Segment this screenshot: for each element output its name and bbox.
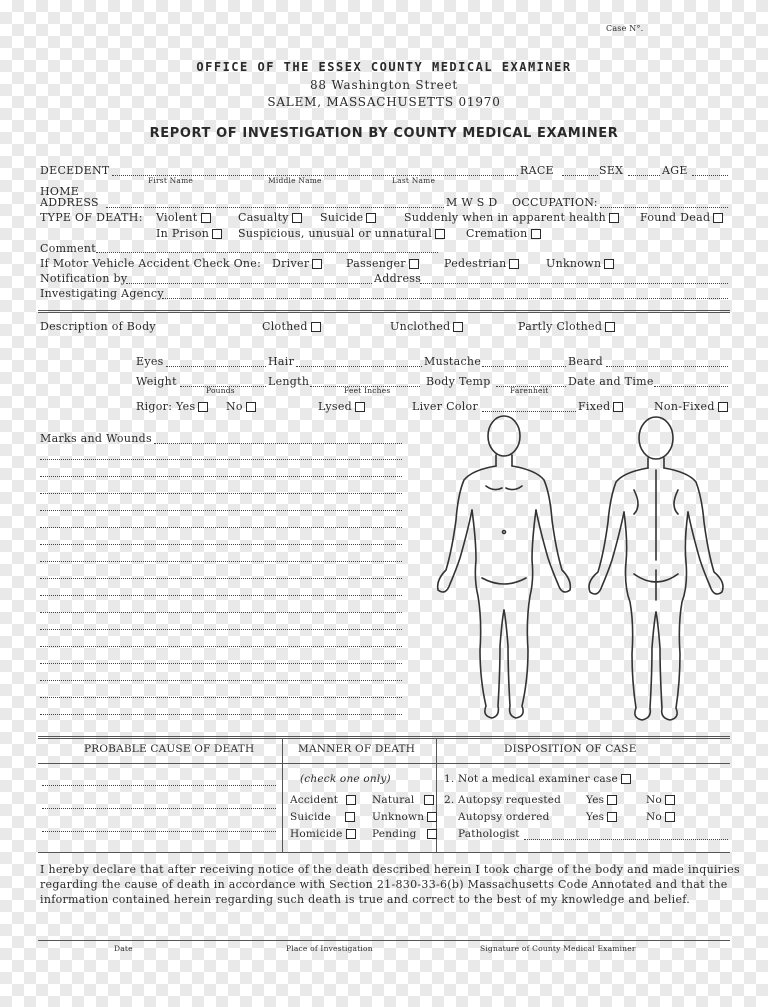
marks-wounds-line[interactable]: [40, 680, 402, 681]
suddenly-checkbox[interactable]: [609, 213, 619, 223]
front-body-figure: [438, 416, 571, 718]
eyes-label: Eyes: [136, 355, 164, 368]
declaration-line-2: regarding the cause of death in accordance with Section 21-830-33-6(b) Massachusetts Code Annotated and that the: [40, 878, 728, 891]
signature-caption: Signature of County Medical Examiner: [480, 944, 636, 953]
marks-wounds-line[interactable]: [40, 714, 402, 715]
declaration-line-1: I hereby declare that after receiving notice of the death described herein I took charge of the body and made inquiries: [40, 863, 740, 876]
pedestrian-checkbox[interactable]: [509, 259, 519, 269]
cremation-label: Cremation: [466, 227, 528, 240]
cause-of-death-field-2[interactable]: [42, 808, 276, 809]
agency-field[interactable]: [162, 298, 728, 299]
hair-label: Hair: [268, 355, 295, 368]
farenheit-caption: Farenheit: [510, 386, 549, 395]
race-label: RACE: [520, 164, 554, 177]
check-one-note: (check one only): [300, 773, 391, 785]
hair-field[interactable]: [296, 366, 422, 367]
rigor-no-checkbox[interactable]: [246, 402, 256, 412]
marks-wounds-line[interactable]: [40, 527, 402, 528]
body-diagram: [420, 410, 730, 730]
rigor-yes-label: Rigor: Yes: [136, 400, 196, 413]
autopsy-ordered-yes-label: Yes: [586, 811, 605, 823]
age-field[interactable]: [692, 175, 728, 176]
cremation-checkbox[interactable]: [531, 229, 541, 239]
homicide-checkbox[interactable]: [346, 829, 356, 839]
natural-checkbox[interactable]: [424, 795, 434, 805]
marks-wounds-line[interactable]: [40, 578, 402, 579]
autopsy-ordered-yes-checkbox[interactable]: [607, 812, 617, 822]
middle-name-caption: Middle Name: [268, 176, 322, 185]
autopsy-requested-label: 2. Autopsy requested: [444, 794, 562, 806]
autopsy-ordered-label: Autopsy ordered: [458, 811, 550, 823]
decedent-label: DECEDENT: [40, 164, 110, 177]
suicide-label: Suicide: [320, 211, 364, 224]
disposition-header: DISPOSITION OF CASE: [504, 743, 637, 755]
suddenly-label: Suddenly when in apparent health: [404, 211, 606, 224]
violent-checkbox[interactable]: [201, 213, 211, 223]
length-label: Length: [268, 375, 310, 388]
homicide-label: Homicide: [290, 828, 343, 840]
marks-wounds-label: Marks and Wounds: [40, 432, 152, 445]
notification-field[interactable]: [126, 283, 372, 284]
office-city: SALEM, MASSACHUSETTS 01970: [267, 95, 501, 109]
manner-unknown-label: Unknown: [372, 811, 425, 823]
manner-of-death-header: MANNER OF DEATH: [298, 743, 416, 755]
non-fixed-label: Non-Fixed: [654, 400, 715, 413]
autopsy-requested-yes-label: Yes: [586, 794, 605, 806]
in-prison-checkbox[interactable]: [212, 229, 222, 239]
agency-label: Investigating Agency: [40, 287, 164, 300]
notification-address-field[interactable]: [420, 283, 728, 284]
occupation-label: OCCUPATION:: [512, 196, 598, 209]
feet-inches-caption: Feet Inches: [344, 386, 391, 395]
home-address-field[interactable]: [106, 207, 444, 208]
unclothed-checkbox[interactable]: [453, 322, 463, 332]
rigor-yes-checkbox[interactable]: [198, 402, 208, 412]
body-temp-label: Body Temp: [426, 375, 491, 388]
marks-wounds-line[interactable]: [40, 561, 402, 562]
passenger-label: Passenger: [346, 257, 406, 270]
violent-label: Violent: [156, 211, 198, 224]
unclothed-label: Unclothed: [390, 320, 451, 333]
address-label: ADDRESS: [40, 196, 99, 209]
bottom-table-header-line: [38, 763, 730, 764]
last-name-caption: Last Name: [392, 176, 436, 185]
marks-wounds-line[interactable]: [40, 612, 402, 613]
marks-wounds-field[interactable]: [154, 443, 402, 444]
not-me-case-checkbox[interactable]: [621, 774, 631, 784]
lysed-label: Lysed: [318, 400, 353, 413]
driver-label: Driver: [272, 257, 310, 270]
cause-of-death-header: PROBABLE CAUSE OF DEATH: [84, 743, 255, 755]
mwsd-label: M W S D: [446, 196, 498, 209]
date-caption: Date: [114, 944, 133, 953]
marks-wounds-line[interactable]: [40, 697, 402, 698]
autopsy-ordered-no-label: No: [646, 811, 662, 823]
bottom-table-divider-left: [282, 738, 283, 852]
motor-vehicle-label: If Motor Vehicle Accident Check One:: [40, 257, 262, 270]
sex-label: SEX: [599, 164, 624, 177]
home-label: HOME: [40, 185, 80, 198]
suicide-checkbox[interactable]: [366, 213, 376, 223]
passenger-checkbox[interactable]: [409, 259, 419, 269]
pounds-caption: Pounds: [206, 386, 235, 395]
marks-wounds-line[interactable]: [40, 595, 402, 596]
place-caption: Place of Investigation: [286, 944, 373, 953]
autopsy-requested-yes-checkbox[interactable]: [607, 795, 617, 805]
autopsy-requested-no-checkbox[interactable]: [665, 795, 675, 805]
clothed-checkbox[interactable]: [311, 322, 321, 332]
comment-label: Comment: [40, 242, 97, 255]
accident-label: Accident: [290, 794, 339, 806]
found-dead-label: Found Dead: [640, 211, 711, 224]
back-body-figure: [589, 417, 723, 720]
age-label: AGE: [662, 164, 688, 177]
date-time-label: Date and Time: [568, 375, 654, 388]
unknown-label: Unknown: [546, 257, 602, 270]
signature-line[interactable]: [38, 940, 730, 941]
mustache-field[interactable]: [482, 366, 566, 367]
pathologist-field[interactable]: [524, 839, 728, 840]
casualty-label: Casualty: [238, 211, 289, 224]
marks-wounds-line[interactable]: [40, 629, 402, 630]
race-field[interactable]: [562, 175, 598, 176]
beard-label: Beard: [568, 355, 603, 368]
comment-field[interactable]: [96, 252, 438, 253]
bottom-section-divider: [38, 736, 730, 739]
found-dead-checkbox[interactable]: [713, 213, 723, 223]
suspicious-label: Suspicious, unusual or unnatural: [238, 227, 433, 240]
type-of-death-label: TYPE OF DEATH:: [40, 211, 143, 224]
driver-checkbox[interactable]: [312, 259, 322, 269]
not-me-case-label: 1. Not a medical examiner case: [444, 773, 618, 785]
lysed-checkbox[interactable]: [355, 402, 365, 412]
notification-label: Notification by: [40, 272, 128, 285]
report-title: REPORT OF INVESTIGATION BY COUNTY MEDICAL EXAMINER: [149, 126, 619, 141]
unknown-checkbox[interactable]: [604, 259, 614, 269]
manner-unknown-checkbox[interactable]: [427, 812, 437, 822]
case-number-label: Case N°.: [606, 24, 644, 33]
accident-checkbox[interactable]: [346, 795, 356, 805]
pending-checkbox[interactable]: [427, 829, 437, 839]
marks-wounds-line[interactable]: [40, 663, 402, 664]
partly-clothed-label: Partly Clothed: [518, 320, 603, 333]
in-prison-label: In Prison: [156, 227, 210, 240]
marks-wounds-line[interactable]: [40, 493, 402, 494]
notification-address-label: Address: [374, 272, 422, 285]
declaration-line-3: information contained herein regarding such death is true and correct to the best of my knowledge and belief.: [40, 893, 691, 906]
pedestrian-label: Pedestrian: [444, 257, 507, 270]
clothed-label: Clothed: [262, 320, 308, 333]
autopsy-ordered-no-checkbox[interactable]: [665, 812, 675, 822]
pending-label: Pending: [372, 828, 417, 840]
description-of-body-label: Description of Body: [40, 320, 156, 333]
autopsy-requested-no-label: No: [646, 794, 662, 806]
first-name-caption: First Name: [148, 176, 194, 185]
mustache-label: Mustache: [424, 355, 482, 368]
cause-of-death-field-3[interactable]: [42, 831, 276, 832]
casualty-checkbox[interactable]: [292, 213, 302, 223]
rigor-no-label: No: [226, 400, 243, 413]
manner-suicide-label: Suicide: [290, 811, 331, 823]
bottom-table-footer-line: [38, 852, 730, 853]
cause-of-death-field-1[interactable]: [42, 785, 276, 786]
suspicious-checkbox[interactable]: [435, 229, 445, 239]
weight-label: Weight: [136, 375, 177, 388]
section-divider: [38, 310, 730, 313]
manner-suicide-checkbox[interactable]: [345, 812, 355, 822]
liver-color-label: Liver Color: [412, 400, 479, 413]
marks-wounds-line[interactable]: [40, 510, 402, 511]
office-heading: OFFICE OF THE ESSEX COUNTY MEDICAL EXAMINER: [196, 60, 572, 74]
sex-field[interactable]: [628, 175, 660, 176]
marks-wounds-line[interactable]: [40, 544, 402, 545]
natural-label: Natural: [372, 794, 415, 806]
eyes-field[interactable]: [166, 366, 266, 367]
office-street: 88 Washington Street: [309, 78, 459, 92]
partly-clothed-checkbox[interactable]: [605, 322, 615, 332]
marks-wounds-line[interactable]: [40, 459, 402, 460]
occupation-field[interactable]: [600, 207, 728, 208]
date-time-field[interactable]: [654, 386, 728, 387]
pathologist-label: Pathologist: [458, 828, 520, 840]
fixed-label: Fixed: [578, 400, 611, 413]
marks-wounds-line[interactable]: [40, 646, 402, 647]
beard-field[interactable]: [606, 366, 728, 367]
marks-wounds-line[interactable]: [40, 476, 402, 477]
